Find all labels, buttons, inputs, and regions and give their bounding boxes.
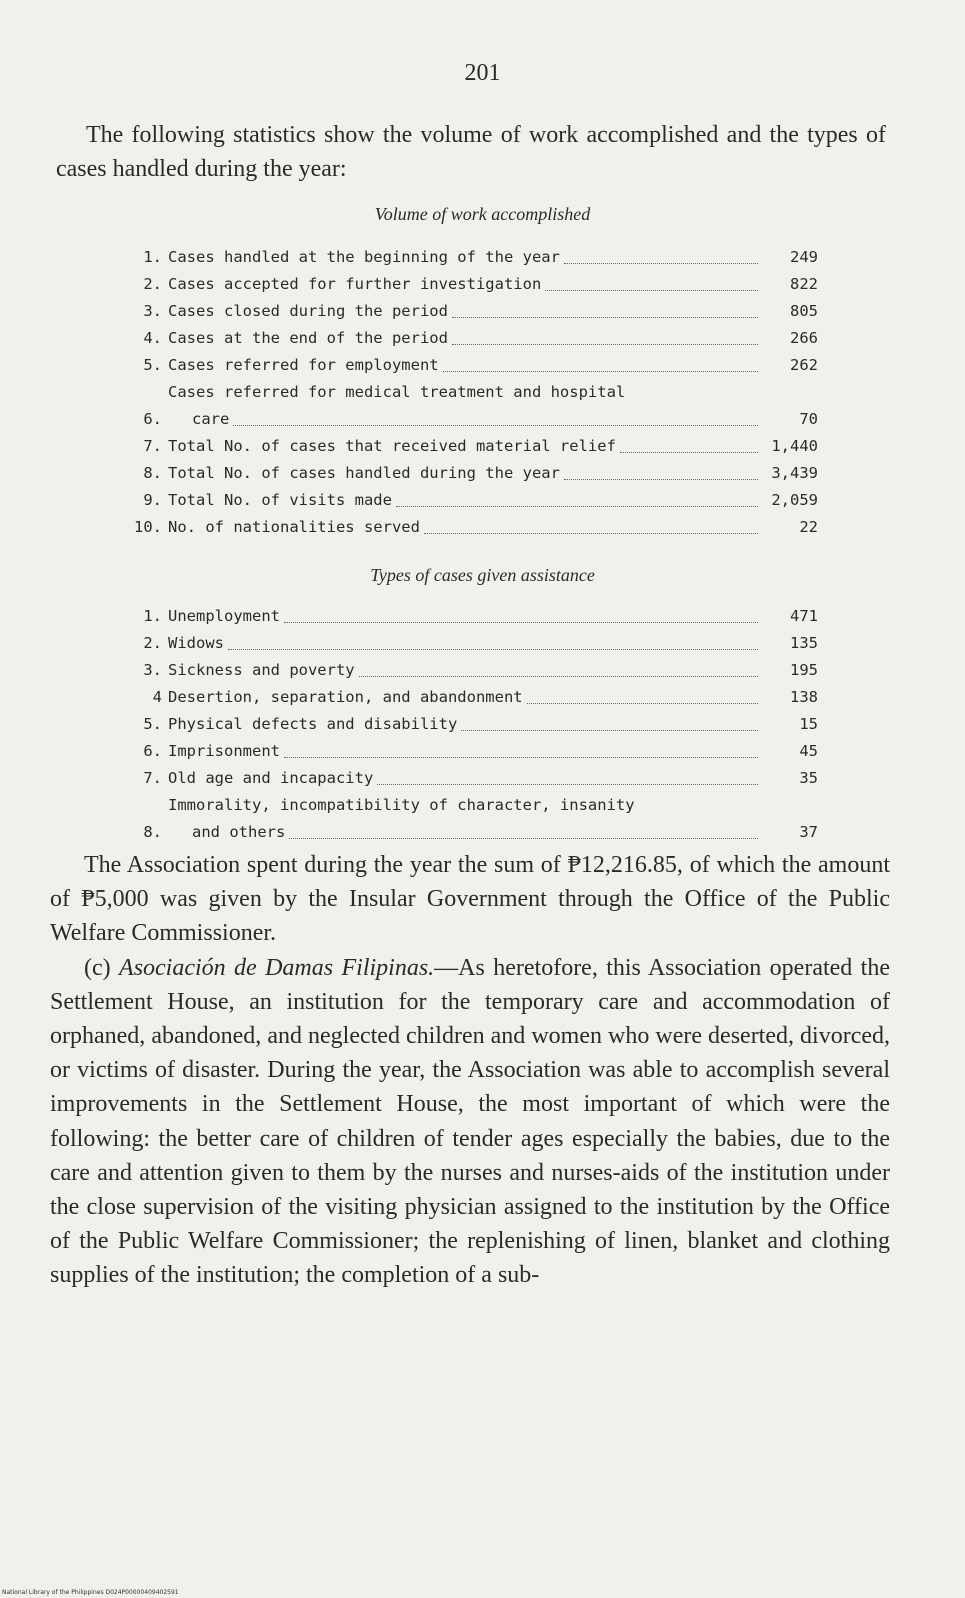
list-item <box>118 630 818 657</box>
dot-leader <box>233 425 758 426</box>
item-label-wrap <box>168 738 762 765</box>
dot-leader <box>443 371 758 372</box>
item-label-wrap <box>168 271 762 298</box>
item-number: 5. <box>143 715 162 733</box>
dot-leader <box>452 344 758 345</box>
item-value: 2,059 <box>771 491 818 509</box>
item-label-wrap <box>168 379 762 433</box>
item-label-wrap <box>168 684 762 711</box>
item-label-continued: and others <box>192 823 286 841</box>
dot-leader <box>359 676 758 677</box>
page-number: 201 <box>464 60 501 86</box>
list-item <box>118 460 818 487</box>
dot-leader <box>284 757 758 758</box>
item-number: 10. <box>134 518 162 536</box>
dot-leader <box>228 649 758 650</box>
item-number: 2. <box>143 634 162 652</box>
item-label: Immorality, incompatibility of character, insanity <box>168 796 635 814</box>
dot-leader <box>545 290 758 291</box>
item-label-wrap <box>168 244 762 271</box>
item-value: 70 <box>799 410 818 428</box>
body-paragraph-1: The Association spent during the year the sum of ₱12,216.85, of which the amount of ₱5,000 was given by the Insular Government through the Office of the Public Welfare Commissioner. <box>50 852 890 947</box>
item-label: Unemployment <box>168 607 280 625</box>
item-label: Old age and incapacity <box>168 769 374 787</box>
item-number: 1. <box>143 607 162 625</box>
item-number: 3. <box>143 302 162 320</box>
item-value: 266 <box>790 329 818 347</box>
list-item <box>118 765 818 792</box>
item-label: Cases referred for medical treatment and hospital <box>168 383 626 401</box>
list-item <box>118 352 818 379</box>
item-number: 3. <box>143 661 162 679</box>
library-footer: National Library of the Philippines D024P00000409402591 <box>2 1589 179 1596</box>
para2-prefix: (c) <box>84 954 120 981</box>
item-number: 7. <box>143 769 162 787</box>
list-item <box>118 433 818 460</box>
item-number: 6. <box>143 410 162 428</box>
item-value: 262 <box>790 356 818 374</box>
item-number: 5. <box>143 356 162 374</box>
dot-leader <box>620 452 758 453</box>
item-label-wrap <box>168 298 762 325</box>
volume-section-title: Volume of work accomplished <box>374 204 591 224</box>
item-value: 15 <box>799 715 818 733</box>
list-item <box>118 711 818 738</box>
list-item <box>118 657 818 684</box>
item-label-wrap <box>168 433 762 460</box>
item-number: 9. <box>143 491 162 509</box>
item-value: 805 <box>790 302 818 320</box>
dot-leader <box>452 317 758 318</box>
types-section-title: Types of cases given assistance <box>370 565 595 585</box>
intro-paragraph: The following statistics show the volume of work accomplished and the types of cases handled during the year: <box>56 122 886 182</box>
item-label-wrap <box>168 765 762 792</box>
list-item <box>118 738 818 765</box>
item-label-wrap <box>168 630 762 657</box>
item-label: Cases accepted for further investigation <box>168 275 542 293</box>
types-list <box>118 603 818 846</box>
list-item <box>118 684 818 711</box>
item-value: 35 <box>799 769 818 787</box>
body-text <box>50 848 890 1293</box>
list-item <box>118 325 818 352</box>
item-label: No. of nationalities served <box>168 518 420 536</box>
list-item <box>118 244 818 271</box>
item-label: Imprisonment <box>168 742 280 760</box>
item-value: 22 <box>799 518 818 536</box>
item-label-wrap <box>168 352 762 379</box>
item-number: 6. <box>143 742 162 760</box>
volume-list <box>118 244 818 541</box>
dot-leader <box>461 730 758 731</box>
item-label: Total No. of visits made <box>168 491 392 509</box>
list-item <box>118 792 818 846</box>
item-value: 471 <box>790 607 818 625</box>
item-number: 8. <box>143 823 162 841</box>
item-label-continued: care <box>192 410 230 428</box>
item-label: Sickness and poverty <box>168 661 355 679</box>
item-label: Total No. of cases that received material relief <box>168 437 616 455</box>
item-value: 195 <box>790 661 818 679</box>
item-label-wrap <box>168 711 762 738</box>
item-value: 138 <box>790 688 818 706</box>
item-label: Cases handled at the beginning of the year <box>168 248 560 266</box>
item-number: 1. <box>143 248 162 266</box>
dot-leader <box>564 263 758 264</box>
item-label: Total No. of cases handled during the year <box>168 464 560 482</box>
item-number: 8. <box>143 464 162 482</box>
item-label: Widows <box>168 634 224 652</box>
dot-leader <box>424 533 758 534</box>
item-label: Desertion, separation, and abandonment <box>168 688 523 706</box>
dot-leader <box>527 703 758 704</box>
list-item <box>118 271 818 298</box>
item-label-wrap <box>168 487 762 514</box>
item-label-wrap <box>168 514 762 541</box>
item-number: 4. <box>143 329 162 347</box>
dot-leader <box>289 838 758 839</box>
dot-leader <box>564 479 758 480</box>
item-label: Cases referred for employment <box>168 356 439 374</box>
dot-leader <box>396 506 758 507</box>
item-label: Physical defects and disability <box>168 715 458 733</box>
item-label: Cases closed during the period <box>168 302 448 320</box>
item-value: 3,439 <box>771 464 818 482</box>
para2-text: —As heretofore, this Association operated the Settlement House, an institution for the temporary care and accommodation of orphaned, abandoned, and neglected children and women who were deserted, divorced, or victims of disaster. During the year, the Association was able to accomplish several improvements in the Settlement House, the most important of which were the following: the better care of children of tender ages especially the babies, due to the care and attention given to them by the nurses and nurses-aids of the institution under the close supervision of the visiting physician assigned to the institution by the Office of the Public Welfare Commissioner; the replenishing of linen, blanket and clothing supplies of the institution; the completion of a sub- <box>50 954 890 1289</box>
association-name: Asociación de Damas Filipinas. <box>119 954 435 981</box>
item-label-wrap <box>168 603 762 630</box>
item-label-wrap <box>168 460 762 487</box>
list-item <box>118 298 818 325</box>
item-label-wrap <box>168 792 762 846</box>
item-value: 45 <box>799 742 818 760</box>
dot-leader <box>284 622 758 623</box>
item-value: 37 <box>799 823 818 841</box>
item-label-wrap <box>168 657 762 684</box>
list-item <box>118 487 818 514</box>
body-paragraph-2 <box>50 951 890 1293</box>
item-value: 135 <box>790 634 818 652</box>
item-label: Cases at the end of the period <box>168 329 448 347</box>
item-value: 249 <box>790 248 818 266</box>
item-value: 1,440 <box>771 437 818 455</box>
list-item <box>118 603 818 630</box>
item-number: 4 <box>152 688 162 706</box>
item-label-wrap <box>168 325 762 352</box>
item-number: 2. <box>143 275 162 293</box>
list-item <box>118 514 818 541</box>
item-value: 822 <box>790 275 818 293</box>
dot-leader <box>377 784 758 785</box>
list-item <box>118 379 818 433</box>
item-number: 7. <box>143 437 162 455</box>
